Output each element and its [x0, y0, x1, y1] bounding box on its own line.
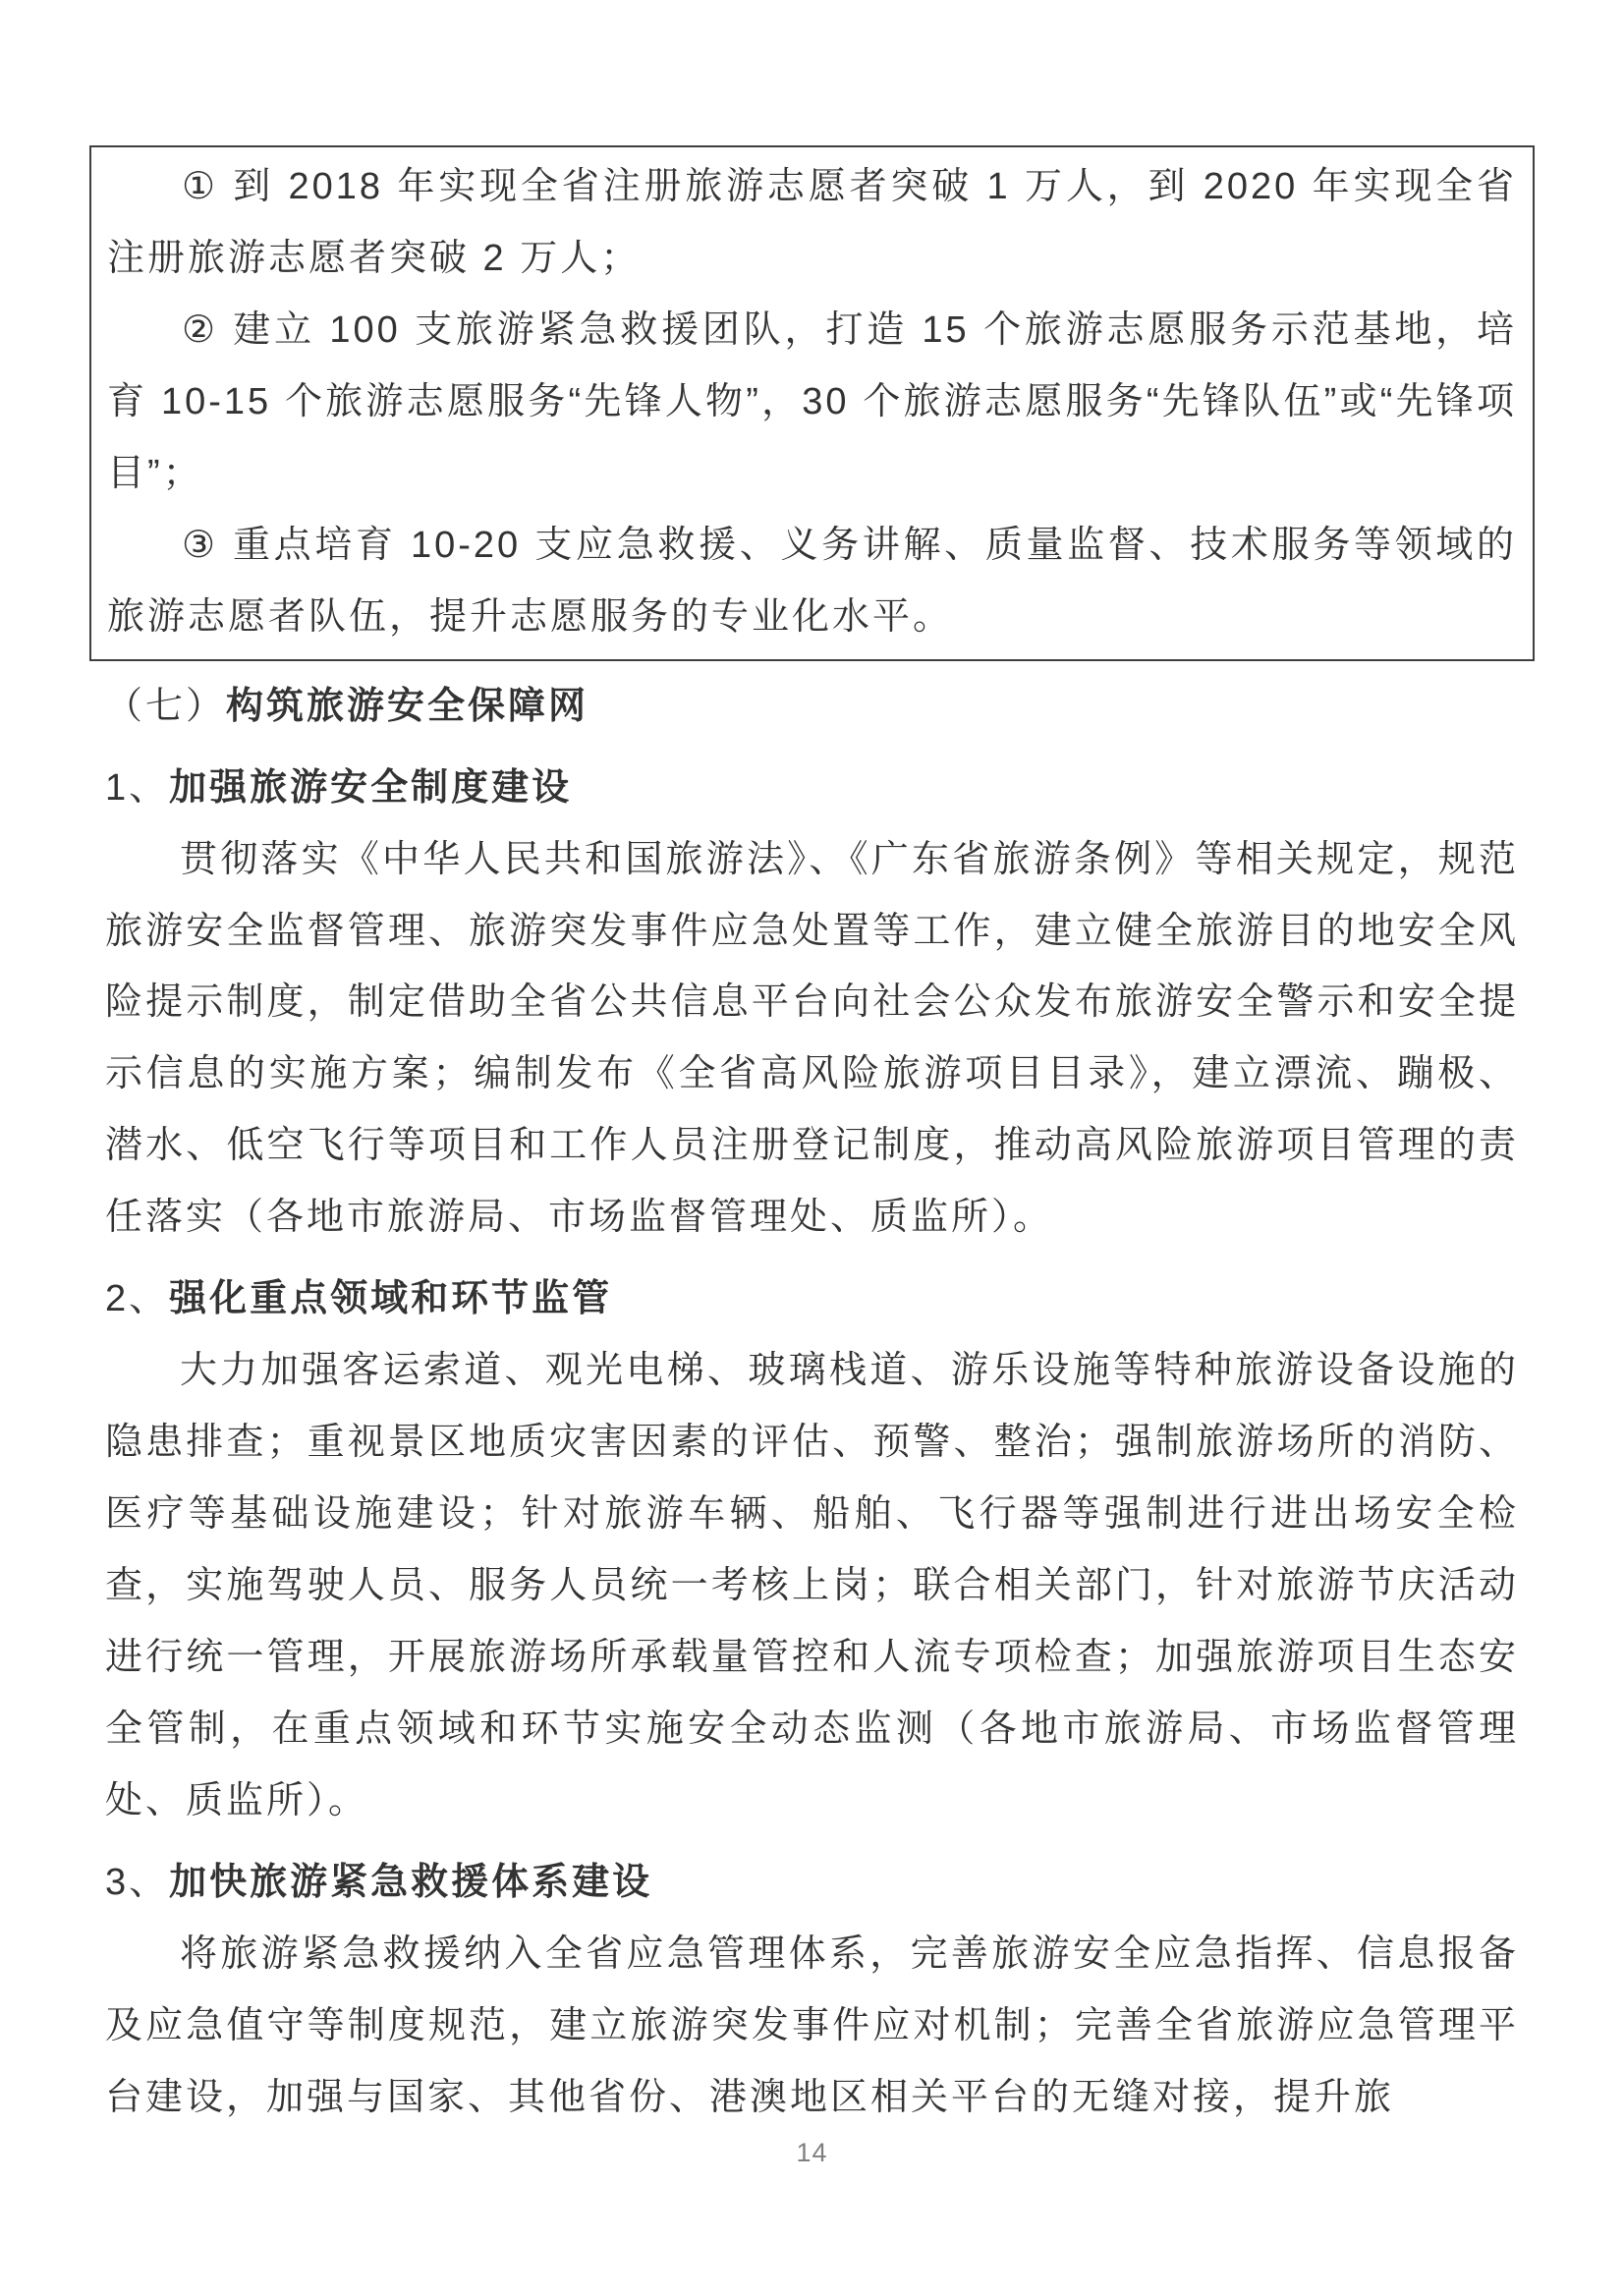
subsection-1-heading: [105, 753, 1519, 824]
subsection-3-body: 将旅游紧急救援纳入全省应急管理体系，完善旅游安全应急指挥、信息报备及应急值守等制度规范，建立旅游突发事件应对机制；完善全省旅游应急管理平台建设，加强与国家、其他省份、港澳地区相关平台的无缝对接，提升旅: [105, 1932, 1519, 2118]
page-number: 14: [796, 2138, 828, 2167]
subsection-1-body: 贯彻落实《中华人民共和国旅游法》、《广东省旅游条例》等相关规定，规范旅游安全监督管理、旅游突发事件应急处置等工作，建立健全旅游目的地安全风险提示制度，制定借助全省公共信息平台向社会公众发布旅游安全警示和安全提示信息的实施方案；编制发布《全省高风险旅游项目目录》，建立漂流、蹦极、潜水、低空飞行等项目和工作人员注册登记制度，推动高风险旅游项目管理的责任落实（各地市旅游局、市场监督管理处、质监所）。: [105, 838, 1519, 1239]
subsection-1-number: 1、: [105, 766, 170, 809]
subsection-2-number: 2、: [105, 1278, 170, 1320]
section-heading: [105, 671, 1519, 743]
subsection-3-number: 3、: [105, 1861, 170, 1903]
section-heading-title: 构筑旅游安全保障网: [226, 685, 589, 727]
highlight-box: [89, 145, 1535, 661]
subsection-1-title: 加强旅游安全制度建设: [169, 766, 573, 809]
subsection-3-heading: [105, 1847, 1519, 1919]
box-item-3: ③ 重点培育 10-20 支应急救援、义务讲解、质量监督、技术服务等领域的旅游志愿者队伍，提升志愿服务的专业化水平。: [107, 524, 1517, 638]
subsection-3-title: 加快旅游紧急救援体系建设: [169, 1861, 653, 1903]
subsection-2-body: 大力加强客运索道、观光电梯、玻璃栈道、游乐设施等特种旅游设备设施的隐患排查；重视景区地质灾害因素的评估、预警、整治；强制旅游场所的消防、医疗等基础设施建设；针对旅游车辆、船舶、飞行器等强制进行进出场安全检查，实施驾驶人员、服务人员统一考核上岗；联合相关部门，针对旅游节庆活动进行统一管理，开展旅游场所承载量管控和人流专项检查；加强旅游项目生态安全管制，在重点领域和环节实施安全动态监测（各地市旅游局、市场监督管理处、质监所）。: [105, 1350, 1519, 1821]
section-heading-prefix: （七）: [105, 685, 227, 727]
box-item-1: ① 到 2018 年实现全省注册旅游志愿者突破 1 万人，到 2020 年实现全省注册旅游志愿者突破 2 万人；: [107, 166, 1517, 279]
subsection-2-title: 强化重点领域和环节监管: [169, 1278, 613, 1320]
box-item-2: ② 建立 100 支旅游紧急救援团队，打造 15 个旅游志愿服务示范基地，培育 10-15 个旅游志愿服务“先锋人物”，30 个旅游志愿服务“先锋队伍”或“先锋项目”；: [107, 308, 1517, 494]
subsection-2-heading: [105, 1263, 1519, 1335]
